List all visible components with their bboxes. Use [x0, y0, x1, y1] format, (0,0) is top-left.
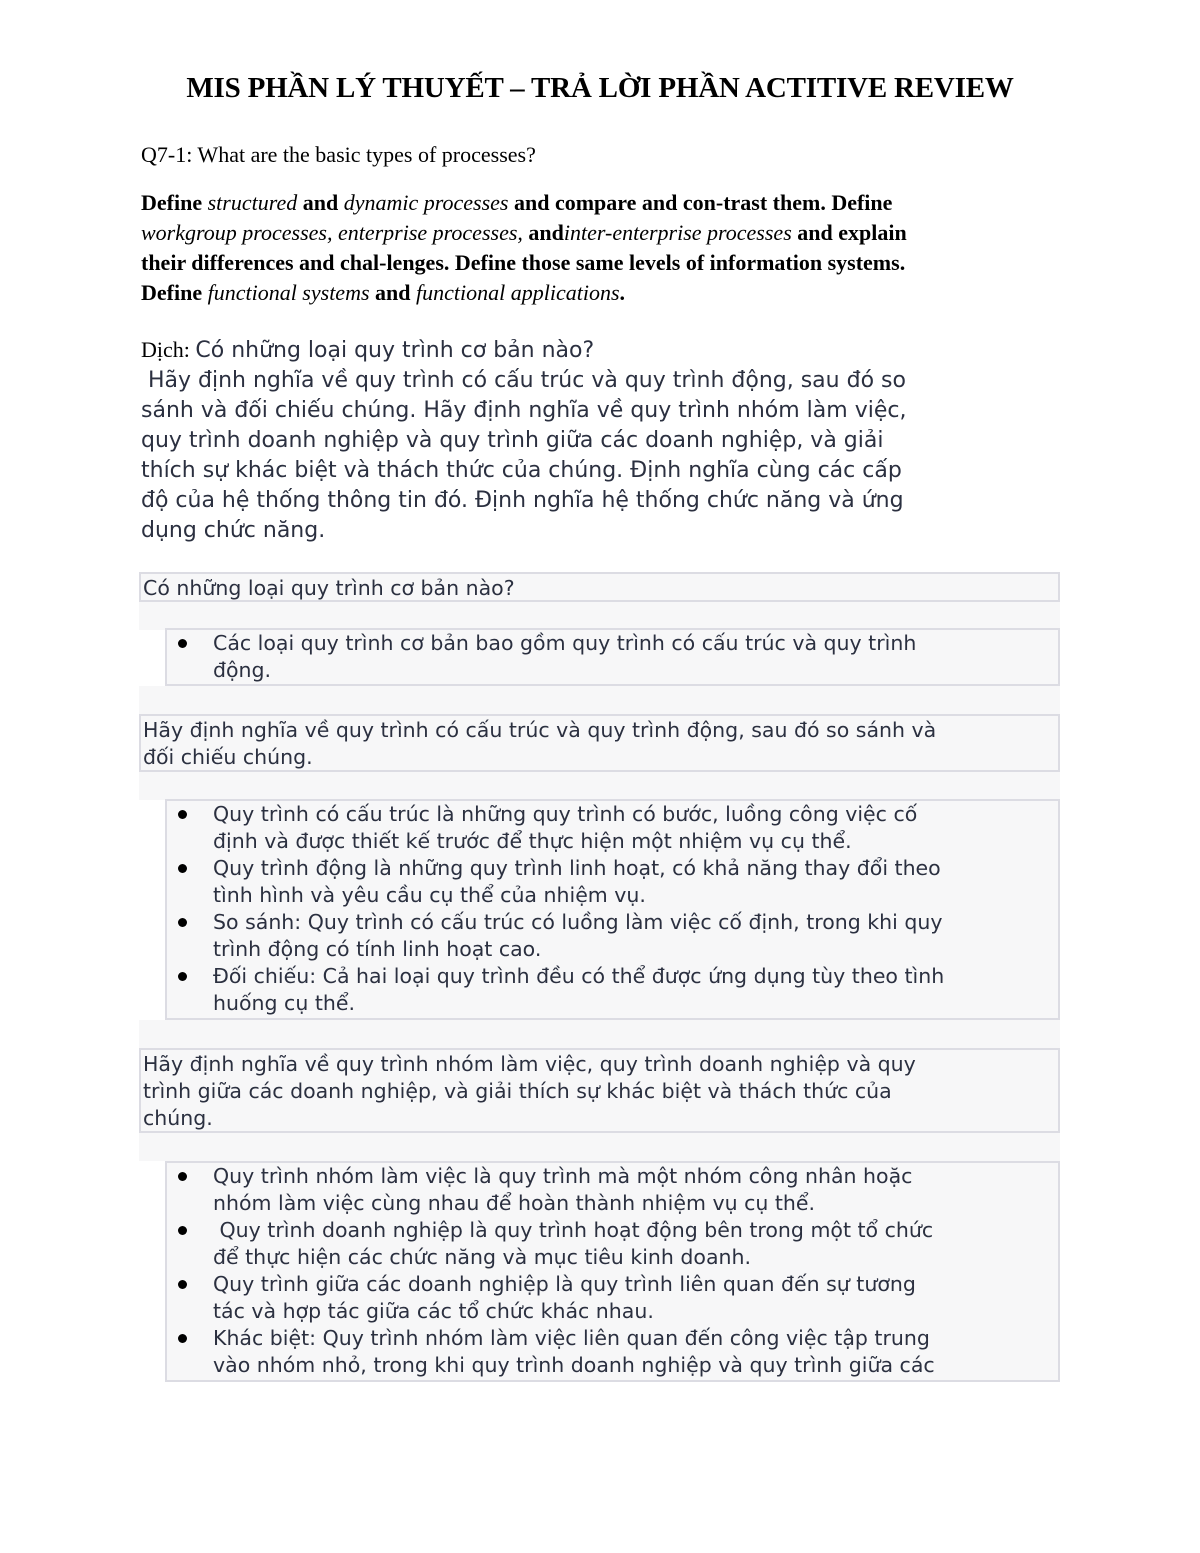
answer-line: Quy trình doanh nghiệp là quy trình hoạt động bên trong một tổ chức — [213, 1218, 934, 1242]
answer-line: Quy trình giữa các doanh nghiệp là quy trình liên quan đến sự tương — [213, 1272, 916, 1296]
section-question-line: Hãy định nghĩa về quy trình nhóm làm việc, quy trình doanh nghiệp và quy — [143, 1052, 916, 1076]
question-heading: Q7-1: What are the basic types of processes? — [141, 142, 536, 167]
answer-line: trình động có tính linh hoạt cao. — [213, 937, 542, 961]
translation-line: sánh và đối chiếu chúng. Hãy định nghĩa về quy trình nhóm làm việc, — [141, 398, 907, 423]
bullet-icon — [178, 918, 187, 927]
answer-item — [167, 963, 1058, 1017]
translation-line: dụng chức năng. — [141, 518, 326, 543]
section-question-line: trình giữa các doanh nghiệp, và giải thích sự khác biệt và thách thức của — [143, 1079, 892, 1103]
answer-list-box — [165, 1161, 1060, 1382]
translation-label: Dịch: — [141, 337, 196, 362]
bullet-icon — [178, 1172, 187, 1181]
answer-line: định và được thiết kế trước để thực hiện một nhiệm vụ cụ thể. — [213, 829, 852, 853]
italic-term: structured — [207, 190, 298, 215]
bullet-icon — [178, 1334, 187, 1343]
text-run: and — [297, 190, 344, 215]
text-run: and explain — [791, 220, 907, 245]
answer-line: nhóm làm việc cùng nhau để hoàn thành nhiệm vụ cụ thể. — [213, 1191, 816, 1215]
answer-line: So sánh: Quy trình có cấu trúc có luồng làm việc cố định, trong khi quy — [213, 910, 943, 934]
text-run: Define — [141, 280, 208, 305]
answer-item — [167, 801, 1058, 855]
answer-line: động. — [213, 658, 272, 682]
bullet-icon — [178, 639, 187, 648]
section-question-line: đối chiếu chúng. — [143, 745, 313, 769]
answer-line: Quy trình nhóm làm việc là quy trình mà một nhóm công nhân hoặc — [213, 1164, 913, 1188]
italic-term: dynamic processes — [343, 190, 509, 215]
answer-list — [167, 630, 1058, 684]
answer-list-box — [165, 628, 1060, 686]
text-run: . — [619, 280, 626, 305]
answer-item — [167, 909, 1058, 963]
answer-line: tình hình và yêu cầu cụ thể của nhiệm vụ. — [213, 883, 646, 907]
text-run: and — [522, 220, 564, 245]
bullet-icon — [178, 1226, 187, 1235]
question-body — [141, 188, 1041, 308]
section-gap — [139, 1133, 1060, 1161]
translation-line — [141, 335, 1041, 366]
answer-item — [167, 1325, 1058, 1379]
italic-term: functional systems — [207, 280, 370, 305]
answer-line: Quy trình động là những quy trình linh hoạt, có khả năng thay đổi theo — [213, 856, 941, 880]
bullet-icon — [178, 972, 187, 981]
answer-line: vào nhóm nhỏ, trong khi quy trình doanh nghiệp và quy trình giữa các — [213, 1353, 935, 1377]
section-question-line: Có những loại quy trình cơ bản nào? — [143, 576, 515, 600]
answer-line: để thực hiện các chức năng và mục tiêu kinh doanh. — [213, 1245, 752, 1269]
italic-term: workgroup processes, enterprise processes, — [141, 220, 523, 245]
translation-block — [141, 335, 1041, 546]
bullet-icon — [178, 864, 187, 873]
question-line-1 — [141, 188, 1041, 218]
answer-item — [167, 855, 1058, 909]
section-question-box — [139, 1048, 1060, 1133]
answer-list-box — [165, 799, 1060, 1020]
text-run: Define — [141, 190, 208, 215]
bullet-icon — [178, 810, 187, 819]
text-run: and compare and con-trast them. Define — [508, 190, 893, 215]
text-run: and — [369, 280, 417, 305]
translation-line: Hãy định nghĩa về quy trình có cấu trúc và quy trình động, sau đó so — [141, 368, 906, 393]
document-title: MIS PHẦN LÝ THUYẾT – TRẢ LỜI PHẦN ACTITIVE REVIEW — [186, 72, 1014, 104]
section-gap — [139, 686, 1060, 714]
bullet-icon — [178, 1280, 187, 1289]
question-line-3: their differences and chal-lenges. Define those same levels of information systems. — [141, 250, 906, 275]
answer-line: Quy trình có cấu trúc là những quy trình có bước, luồng công việc cố — [213, 802, 918, 826]
question-line-4 — [141, 278, 1041, 308]
answer-line: Khác biệt: Quy trình nhóm làm việc liên quan đến công việc tập trung — [213, 1326, 930, 1350]
translation-line: độ của hệ thống thông tin đó. Định nghĩa hệ thống chức năng và ứng — [141, 488, 904, 513]
answer-line: Đối chiếu: Cả hai loại quy trình đều có thể được ứng dụng tùy theo tình — [213, 964, 945, 988]
answer-item — [167, 1163, 1058, 1217]
answer-list — [167, 1163, 1058, 1379]
answer-list — [167, 801, 1058, 1017]
answer-item — [167, 1271, 1058, 1325]
italic-term: inter-enterprise processes — [563, 220, 792, 245]
translation-line: quy trình doanh nghiệp và quy trình giữa các doanh nghiệp, và giải — [141, 428, 884, 453]
answer-item — [167, 1217, 1058, 1271]
section-gap — [139, 1020, 1060, 1048]
italic-term: functional applications — [416, 280, 620, 305]
section-gap — [139, 772, 1060, 800]
answer-line: huống cụ thể. — [213, 991, 355, 1015]
section-gap — [139, 602, 1060, 630]
answer-line: tác và hợp tác giữa các tổ chức khác nhau. — [213, 1299, 654, 1323]
answer-item — [167, 630, 1058, 684]
section-question-line: chúng. — [143, 1106, 213, 1130]
section-question-box — [139, 572, 1060, 602]
translation-text: Có những loại quy trình cơ bản nào? — [195, 338, 595, 363]
section-question-box — [139, 714, 1060, 772]
question-line-2 — [141, 218, 1041, 248]
translation-line: thích sự khác biệt và thách thức của chúng. Định nghĩa cùng các cấp — [141, 458, 902, 483]
section-question-line: Hãy định nghĩa về quy trình có cấu trúc và quy trình động, sau đó so sánh và — [143, 718, 937, 742]
answer-line: Các loại quy trình cơ bản bao gồm quy trình có cấu trúc và quy trình — [213, 631, 917, 655]
